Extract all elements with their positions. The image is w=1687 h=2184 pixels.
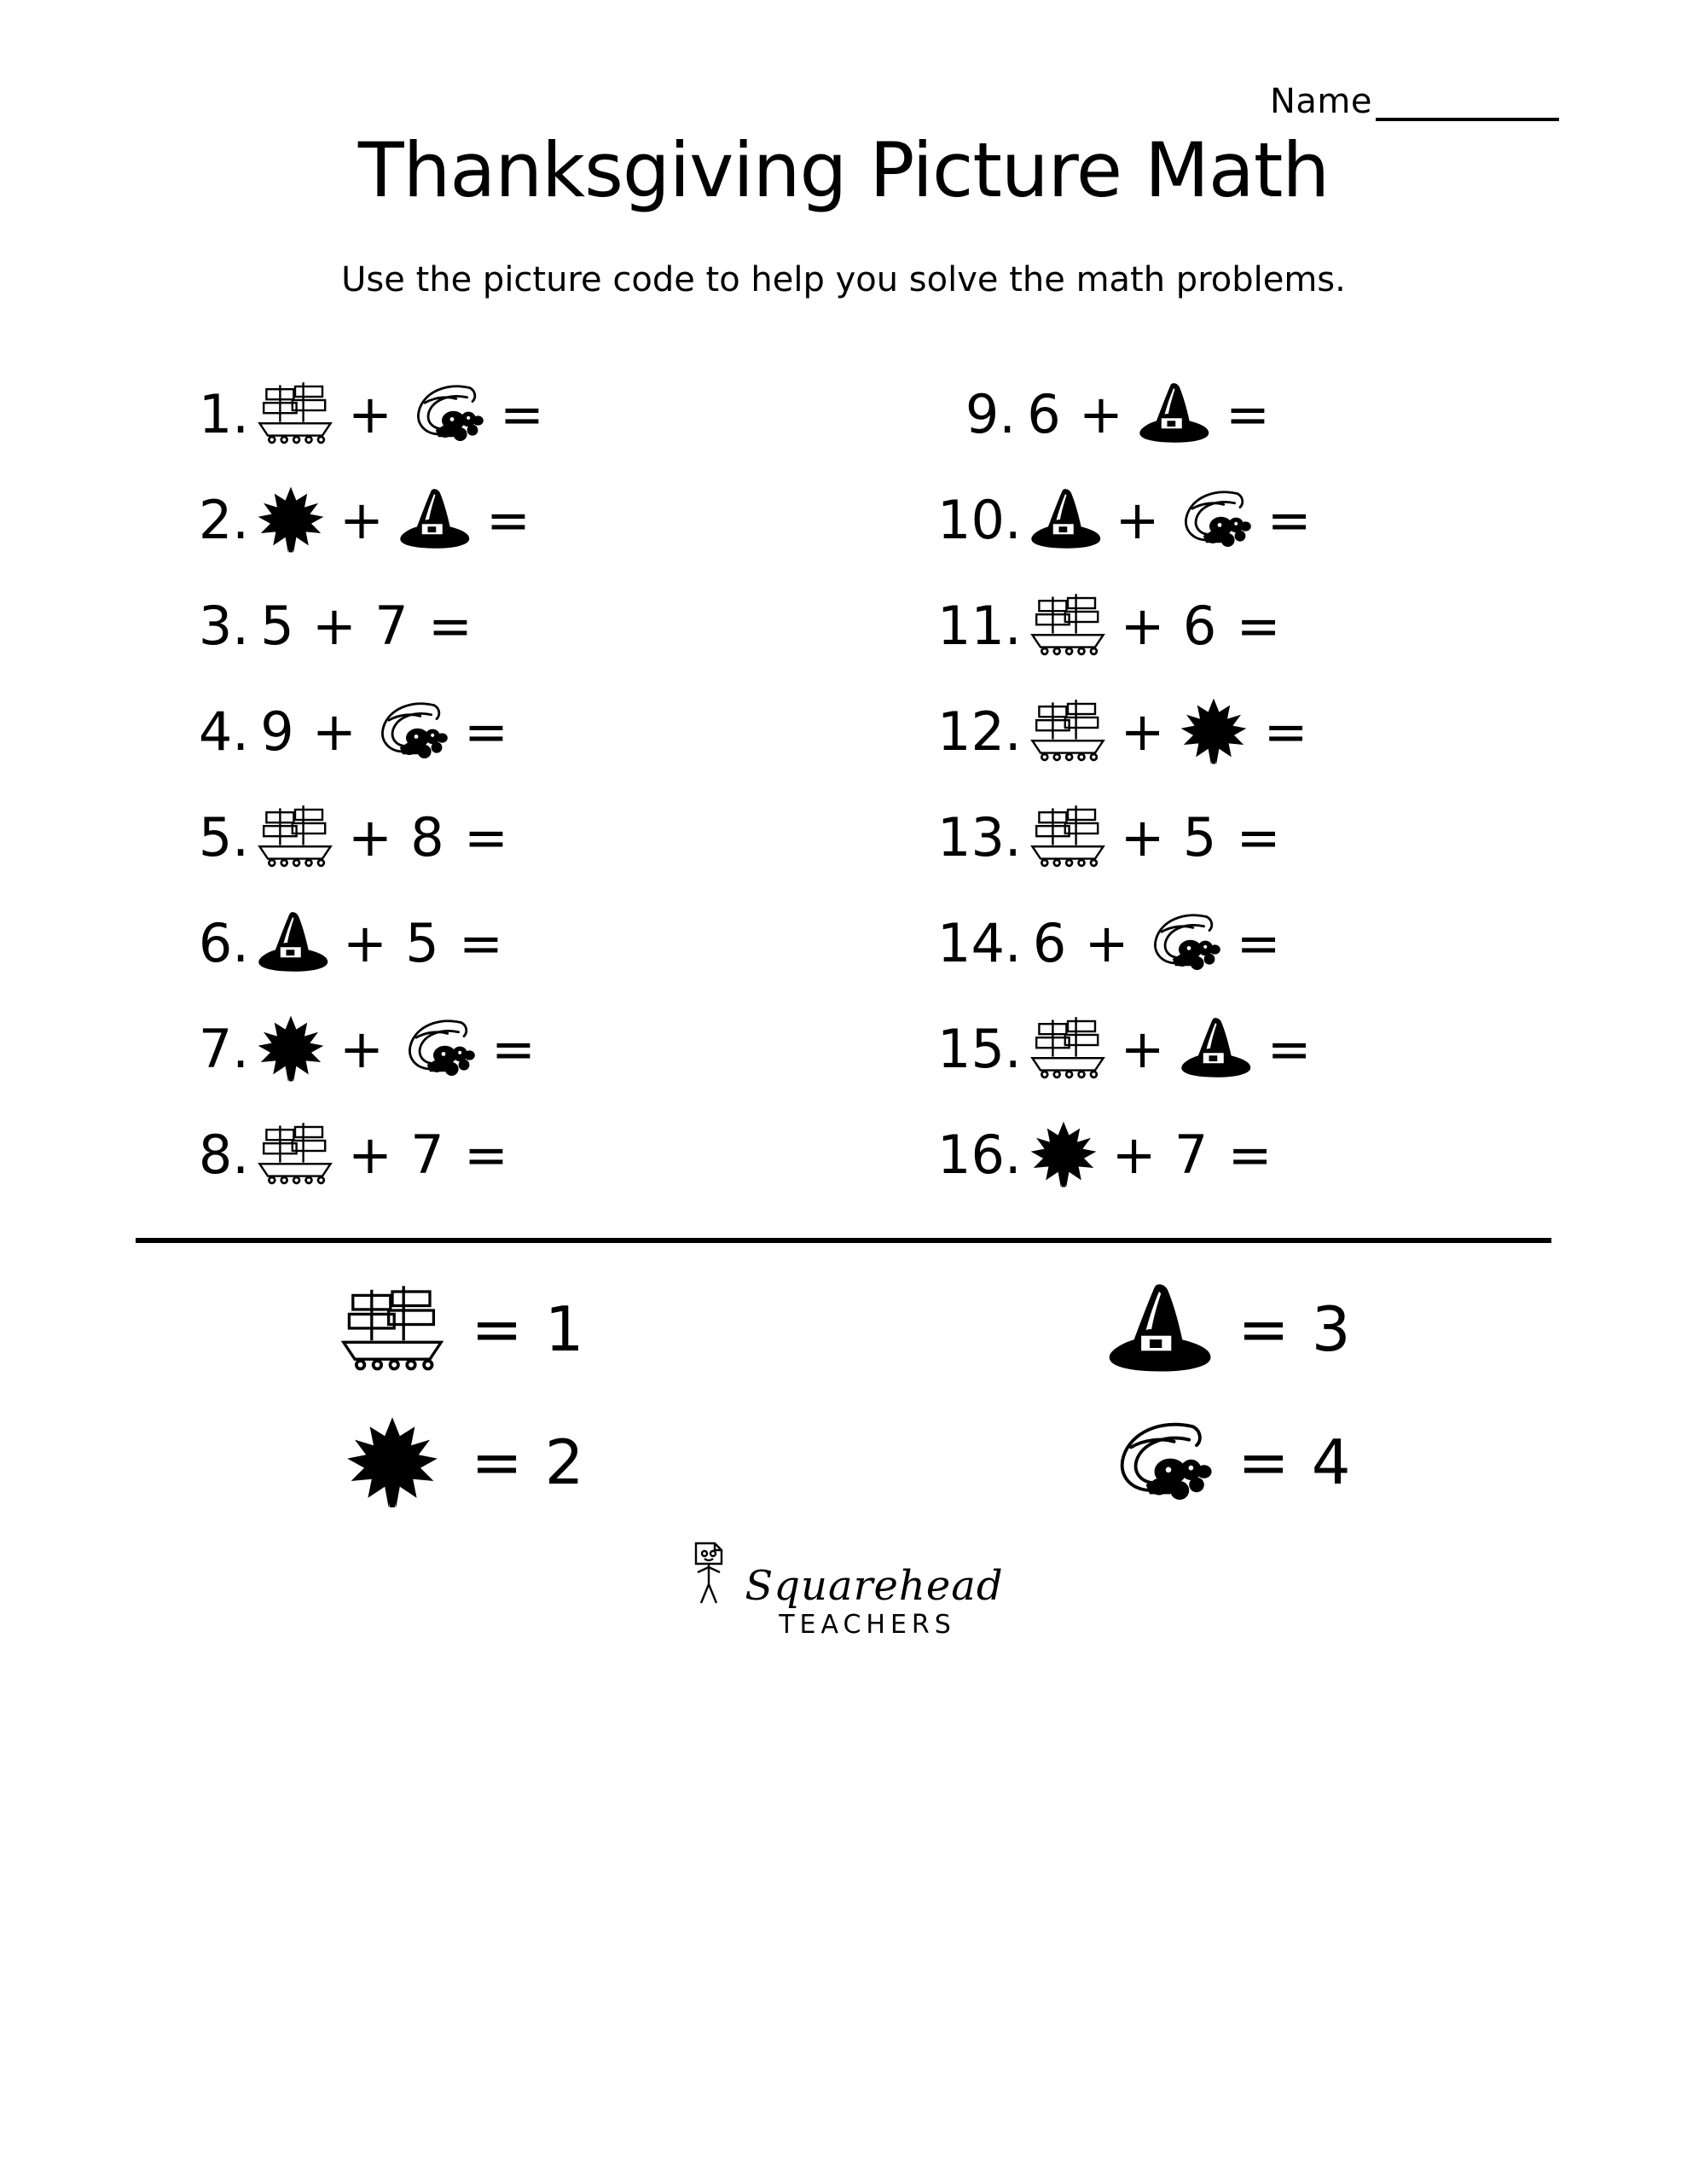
answer-blank[interactable] bbox=[1270, 388, 1398, 439]
left-operand bbox=[1027, 1120, 1100, 1188]
key-equals-sign: = bbox=[1238, 1293, 1290, 1366]
problem-row bbox=[77, 467, 844, 572]
plus-operator: + bbox=[1115, 488, 1160, 551]
left-operand bbox=[254, 485, 328, 554]
brand-name: Squarehead bbox=[745, 1562, 1004, 1611]
right-operand bbox=[404, 806, 450, 868]
problem-row bbox=[77, 572, 844, 678]
key-item bbox=[844, 1415, 1610, 1509]
problem-row bbox=[844, 467, 1610, 572]
equals-sign: = bbox=[1263, 700, 1308, 763]
equals-sign: = bbox=[1236, 805, 1281, 868]
right-operand bbox=[368, 697, 450, 765]
left-operand bbox=[1027, 485, 1104, 554]
cornucopia-icon bbox=[1141, 909, 1223, 977]
section-divider bbox=[136, 1238, 1551, 1243]
right-operand bbox=[396, 1014, 478, 1083]
problem-number: 16. bbox=[937, 1123, 1022, 1186]
ship-icon bbox=[1027, 697, 1109, 765]
left-operand bbox=[1027, 1014, 1109, 1083]
answer-blank[interactable] bbox=[508, 706, 636, 757]
answer-blank[interactable] bbox=[1312, 494, 1440, 545]
problem-row bbox=[844, 996, 1610, 1101]
leaf-icon bbox=[336, 1415, 449, 1509]
right-operand bbox=[1172, 485, 1254, 554]
page-subtitle: Use the picture code to help you solve the math problems. bbox=[341, 260, 1346, 300]
plus-operator: + bbox=[1079, 382, 1123, 445]
equals-sign: = bbox=[1225, 382, 1270, 445]
leaf-icon bbox=[254, 1014, 328, 1083]
plus-operator: + bbox=[348, 382, 392, 445]
problem-row bbox=[77, 784, 844, 890]
plus-operator: + bbox=[339, 488, 384, 551]
plus-operator: + bbox=[1120, 700, 1165, 763]
left-operand bbox=[254, 1120, 336, 1188]
left-operand bbox=[254, 1014, 328, 1083]
name-input-blank[interactable] bbox=[1376, 90, 1559, 121]
problem-row bbox=[844, 361, 1610, 467]
problem-row bbox=[844, 1101, 1610, 1207]
ship-icon bbox=[336, 1282, 449, 1376]
left-operand bbox=[1027, 697, 1109, 765]
operand-number: 5 bbox=[1182, 805, 1217, 868]
left-operand bbox=[254, 909, 331, 977]
pilgrim-hat-icon bbox=[1027, 485, 1104, 554]
logo-figure-icon bbox=[683, 1538, 736, 1606]
left-operand bbox=[1027, 803, 1109, 871]
equals-sign: = bbox=[1267, 488, 1312, 551]
problem-row bbox=[844, 890, 1610, 996]
problem-row bbox=[77, 996, 844, 1101]
operand-number: 8 bbox=[410, 805, 444, 868]
right-operand bbox=[1177, 697, 1250, 765]
right-operand bbox=[1177, 1014, 1254, 1083]
leaf-icon bbox=[1177, 697, 1250, 765]
problem-number: 1. bbox=[198, 382, 249, 445]
problem-number: 4. bbox=[198, 700, 249, 763]
answer-blank[interactable] bbox=[508, 1129, 636, 1180]
pilgrim-hat-icon bbox=[1103, 1282, 1215, 1376]
operand-number: 9 bbox=[260, 700, 294, 763]
plus-operator: + bbox=[343, 911, 387, 974]
operand-number: 7 bbox=[1174, 1123, 1209, 1186]
name-label: Name bbox=[1269, 82, 1372, 121]
answer-blank[interactable] bbox=[1281, 917, 1409, 968]
plus-operator: + bbox=[1084, 911, 1129, 974]
operand-number: 6 bbox=[1032, 911, 1067, 974]
key-item bbox=[77, 1282, 844, 1376]
key-value: 3 bbox=[1311, 1293, 1351, 1366]
pilgrim-hat-icon bbox=[254, 909, 331, 977]
page-title: Thanksgiving Picture Math bbox=[357, 126, 1330, 214]
plus-operator: + bbox=[312, 594, 357, 657]
plus-operator: + bbox=[1120, 1017, 1165, 1080]
answer-blank[interactable] bbox=[472, 600, 600, 651]
equals-sign: = bbox=[463, 805, 508, 868]
footer-logo bbox=[683, 1538, 1004, 1611]
right-operand bbox=[1135, 380, 1212, 448]
problem-number: 8. bbox=[198, 1123, 249, 1186]
problem-number: 15. bbox=[937, 1017, 1022, 1080]
problem-number: 2. bbox=[198, 488, 249, 551]
brand-subtitle: TEACHERS bbox=[779, 1610, 956, 1641]
ship-icon bbox=[1027, 591, 1109, 659]
ship-icon bbox=[1027, 803, 1109, 871]
problem-number: 13. bbox=[937, 805, 1022, 868]
equals-sign: = bbox=[427, 594, 472, 657]
answer-blank[interactable] bbox=[530, 494, 658, 545]
picture-code-key bbox=[77, 1282, 1610, 1509]
problem-row bbox=[844, 784, 1610, 890]
problem-number: 11. bbox=[937, 594, 1022, 657]
answer-blank[interactable] bbox=[1281, 811, 1409, 863]
cornucopia-icon bbox=[1172, 485, 1254, 554]
ship-icon bbox=[254, 380, 336, 448]
left-operand bbox=[1021, 383, 1067, 445]
equals-sign: = bbox=[1236, 911, 1281, 974]
right-operand bbox=[1177, 595, 1223, 657]
plus-operator: + bbox=[1120, 805, 1165, 868]
problem-row bbox=[844, 678, 1610, 784]
key-value: 2 bbox=[544, 1426, 584, 1499]
pilgrim-hat-icon bbox=[1177, 1014, 1254, 1083]
operand-number: 6 bbox=[1027, 382, 1061, 445]
plus-operator: + bbox=[339, 1017, 384, 1080]
problem-number: 14. bbox=[937, 911, 1022, 974]
answer-blank[interactable] bbox=[508, 811, 636, 863]
key-value: 4 bbox=[1311, 1426, 1351, 1499]
problem-number: 12. bbox=[937, 700, 1022, 763]
ship-icon bbox=[254, 803, 336, 871]
left-operand bbox=[1027, 591, 1109, 659]
operand-number: 7 bbox=[374, 594, 409, 657]
plus-operator: + bbox=[312, 700, 357, 763]
equals-sign: = bbox=[485, 488, 530, 551]
ship-icon bbox=[1027, 1014, 1109, 1083]
problem-row bbox=[77, 678, 844, 784]
equals-sign: = bbox=[458, 911, 503, 974]
answer-blank[interactable] bbox=[1272, 1129, 1400, 1180]
key-item bbox=[77, 1415, 844, 1509]
answer-blank[interactable] bbox=[536, 1023, 664, 1074]
leaf-icon bbox=[1027, 1120, 1100, 1188]
answer-blank[interactable] bbox=[503, 917, 631, 968]
ship-icon bbox=[254, 1120, 336, 1188]
pilgrim-hat-icon bbox=[396, 485, 472, 554]
problem-number: 6. bbox=[198, 911, 249, 974]
problem-number: 3. bbox=[198, 594, 249, 657]
right-operand bbox=[404, 380, 486, 448]
answer-blank[interactable] bbox=[1308, 706, 1436, 757]
answer-blank[interactable] bbox=[1281, 600, 1409, 651]
key-equals-sign: = bbox=[471, 1426, 523, 1499]
right-operand bbox=[1168, 1124, 1215, 1186]
plus-operator: + bbox=[348, 1123, 392, 1186]
equals-sign: = bbox=[490, 1017, 536, 1080]
problem-number: 9. bbox=[965, 382, 1016, 445]
left-operand bbox=[254, 700, 300, 763]
key-value: 1 bbox=[544, 1293, 584, 1366]
left-operand bbox=[254, 380, 336, 448]
answer-blank[interactable] bbox=[544, 388, 672, 439]
problem-row bbox=[77, 361, 844, 467]
equals-sign: = bbox=[1267, 1017, 1312, 1080]
equals-sign: = bbox=[499, 382, 544, 445]
operand-number: 5 bbox=[405, 911, 439, 974]
operand-number: 5 bbox=[260, 594, 294, 657]
plus-operator: + bbox=[1120, 594, 1165, 657]
right-operand bbox=[399, 912, 445, 974]
equals-sign: = bbox=[463, 1123, 508, 1186]
key-item bbox=[844, 1282, 1610, 1376]
plus-operator: + bbox=[348, 805, 392, 868]
plus-operator: + bbox=[1111, 1123, 1157, 1186]
problem-row bbox=[844, 572, 1610, 678]
pilgrim-hat-icon bbox=[1135, 380, 1212, 448]
right-operand bbox=[404, 1124, 450, 1186]
operand-number: 7 bbox=[410, 1123, 444, 1186]
answer-blank[interactable] bbox=[1312, 1023, 1440, 1074]
cornucopia-icon bbox=[1103, 1415, 1215, 1509]
key-equals-sign: = bbox=[471, 1293, 523, 1366]
left-operand bbox=[254, 595, 300, 657]
equals-sign: = bbox=[1236, 594, 1281, 657]
right-operand bbox=[368, 595, 415, 657]
equals-sign: = bbox=[463, 700, 508, 763]
key-equals-sign: = bbox=[1238, 1426, 1290, 1499]
cornucopia-icon bbox=[368, 697, 450, 765]
problem-number: 7. bbox=[198, 1017, 249, 1080]
cornucopia-icon bbox=[404, 380, 486, 448]
left-operand bbox=[1027, 912, 1073, 974]
right-operand bbox=[396, 485, 472, 554]
left-operand bbox=[254, 803, 336, 871]
problem-number: 5. bbox=[198, 805, 249, 868]
name-field-row bbox=[77, 0, 1610, 121]
problem-list bbox=[77, 361, 1610, 1207]
problem-row bbox=[77, 1101, 844, 1207]
right-operand bbox=[1177, 806, 1223, 868]
footer-logo-block bbox=[77, 1538, 1610, 1640]
operand-number: 6 bbox=[1182, 594, 1217, 657]
equals-sign: = bbox=[1227, 1123, 1272, 1186]
leaf-icon bbox=[254, 485, 328, 554]
problem-row bbox=[77, 890, 844, 996]
cornucopia-icon bbox=[396, 1014, 478, 1083]
right-operand bbox=[1141, 909, 1223, 977]
problem-number: 10. bbox=[937, 488, 1022, 551]
